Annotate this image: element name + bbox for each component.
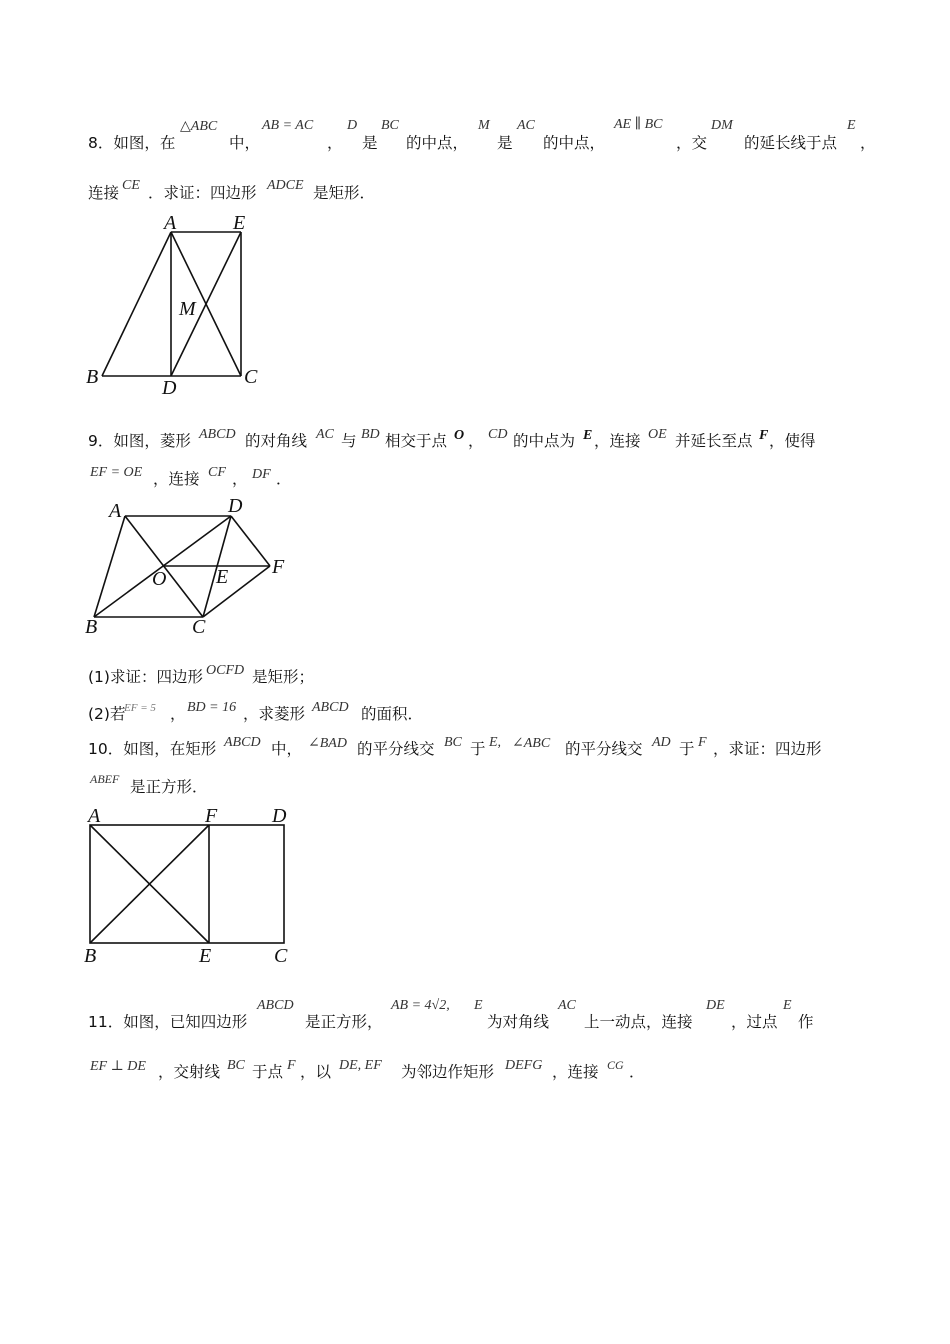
p9-e: E <box>583 428 593 443</box>
p9-label-a: A <box>109 500 122 522</box>
p10-angle-abc: ∠ABC <box>512 736 551 751</box>
p8-extension: 的延长线于点 <box>744 134 838 152</box>
p11-abcd: ABCD <box>257 998 294 1013</box>
p11-moving-point: 上一动点，连接 <box>584 1013 693 1031</box>
p9-connect2: ，连接 <box>153 470 200 488</box>
p8-connect: 连接 <box>88 184 120 202</box>
p10-yu2: 于 <box>679 740 695 758</box>
p8-label-c: C <box>244 366 258 388</box>
p9-sub2-suffix2: 的面积． <box>361 705 424 723</box>
p11-through: ，过点 <box>731 1013 778 1031</box>
p9-ocfd: OCFD <box>206 663 245 678</box>
p10-f: F <box>698 735 707 750</box>
p11-with: ，以 <box>300 1063 332 1081</box>
p9-such-that: ，使得 <box>769 432 816 450</box>
p8-is-rectangle: 是矩形． <box>313 184 376 202</box>
p9-intersect: 相交于点 <box>385 432 448 450</box>
p8-number: 8．如图，在 <box>88 134 176 152</box>
p11-de: DE <box>706 998 725 1013</box>
p8-shi2: 是 <box>497 134 513 152</box>
p10-bisector2: 的平分线交 <box>565 740 643 758</box>
p11-connect: ，连接 <box>552 1063 599 1081</box>
p11-f: F <box>287 1058 296 1073</box>
p9-period: ． <box>276 470 292 488</box>
p9-extend: 并延长至点 <box>675 432 753 450</box>
p8-ac: AC <box>517 118 535 133</box>
p11-bc: BC <box>227 1058 245 1073</box>
p8-bc: BC <box>381 118 399 133</box>
p9-ef-eq-5: EF = 5 <box>124 702 156 714</box>
p9-ac: AC <box>316 427 334 442</box>
p10-label-e: E <box>199 945 212 967</box>
p10-label-d: D <box>272 805 287 827</box>
p8-label-b: B <box>86 366 99 388</box>
p11-ab-eq: AB = 4√2, <box>391 998 450 1013</box>
p10-prove: ，求证：四边形 <box>713 740 822 758</box>
p9-sub2-prefix: (2)若 <box>88 705 126 723</box>
p9-sub1-prefix: (1)求证：四边形 <box>88 668 203 686</box>
p10-label-b: B <box>84 945 97 967</box>
p11-ac: AC <box>558 998 576 1013</box>
p10-abcd: ABCD <box>224 735 261 750</box>
p10-zhong: 中， <box>271 740 303 758</box>
p9-number: 9．如图，菱形 <box>88 432 191 450</box>
p10-number: 10．如图，在矩形 <box>88 740 217 758</box>
p9-midpoint: 的中点为 <box>513 432 576 450</box>
p8-prove: ．求证：四边形 <box>148 184 257 202</box>
p9-label-e: E <box>216 566 229 588</box>
p8-label-d: D <box>162 377 177 399</box>
p8-midpoint1: 的中点， <box>406 134 469 152</box>
p9-label-f: F <box>272 556 285 578</box>
p10-e: E, <box>489 735 502 750</box>
p11-diagonal: 为对角线 <box>487 1013 550 1031</box>
p11-e: E <box>474 998 483 1013</box>
p11-number: 11．如图，已知四边形 <box>88 1013 248 1031</box>
p10-label-c: C <box>274 945 288 967</box>
p9-cf: CF <box>208 465 226 480</box>
p9-f: F <box>759 428 769 443</box>
p10-is-square: 是正方形． <box>130 778 208 796</box>
p9-comma1: ， <box>468 432 484 450</box>
p11-de-ef: DE, EF <box>339 1058 382 1073</box>
p9-sub2-suffix1: ，求菱形 <box>243 705 306 723</box>
p8-comma1: ， <box>327 134 343 152</box>
p8-label-e: E <box>233 212 246 234</box>
p8-ce: CE <box>122 178 140 193</box>
p11-is-square: 是正方形， <box>305 1013 383 1031</box>
p9-connect-oe: ，连接 <box>594 432 641 450</box>
p9-df: DF <box>252 467 271 482</box>
p8-comma-end: ， <box>860 134 876 152</box>
p8-dm: DM <box>711 118 733 133</box>
p8-triangle-abc: △ABC <box>180 119 218 134</box>
p11-e2: E <box>783 998 792 1013</box>
p9-sub1-suffix: 是矩形； <box>252 668 315 686</box>
p11-at-point: 于点 <box>252 1063 284 1081</box>
p8-ae-parallel-bc: AE ∥ BC <box>614 117 663 132</box>
p9-label-b: B <box>85 616 98 638</box>
p8-adce: ADCE <box>267 178 304 193</box>
p8-e: E <box>847 118 856 133</box>
p9-bd: BD <box>361 427 380 442</box>
p11-adjacent: 为邻边作矩形 <box>401 1063 495 1081</box>
p8-ab-eq-ac: AB = AC <box>262 118 314 133</box>
p10-label-a: A <box>88 805 101 827</box>
p10-yu1: 于 <box>470 740 486 758</box>
p10-bc: BC <box>444 735 462 750</box>
p9-ef-eq-oe: EF = OE <box>90 465 143 480</box>
p11-ray: ，交射线 <box>158 1063 221 1081</box>
p9-yu: 与 <box>341 432 357 450</box>
p8-m: M <box>478 118 490 133</box>
p8-shi1: 是 <box>362 134 378 152</box>
p9-comma2: ， <box>232 470 248 488</box>
p9-abcd2: ABCD <box>312 700 349 715</box>
p9-o: O <box>454 428 465 443</box>
p9-comma3: ， <box>170 705 186 723</box>
p11-defg: DEFG <box>505 1058 543 1073</box>
p10-ad: AD <box>652 735 671 750</box>
p11-ef-perp-de: EF ⊥ DE <box>90 1059 146 1074</box>
p9-cd: CD <box>488 427 508 442</box>
p9-abcd: ABCD <box>199 427 236 442</box>
p11-period: ． <box>629 1063 645 1081</box>
p11-cg: CG <box>607 1058 624 1072</box>
p10-abef: ABEF <box>90 772 120 786</box>
p11-zuo: 作 <box>798 1013 814 1031</box>
p9-label-c: C <box>192 616 206 638</box>
p10-label-f: F <box>205 805 218 827</box>
p8-label-m: M <box>179 298 196 320</box>
p9-bd-eq-16: BD = 16 <box>187 700 237 715</box>
p9-label-o: O <box>152 568 167 590</box>
p10-rect-abcd <box>90 825 284 943</box>
p9-label-d: D <box>228 495 243 517</box>
p8-midpoint2: 的中点， <box>543 134 606 152</box>
p8-zhong: 中， <box>229 134 261 152</box>
p10-angle-bad: ∠BAD <box>308 736 347 751</box>
p8-d: D <box>347 118 358 133</box>
p9-diagonals: 的对角线 <box>245 432 308 450</box>
p10-bisector1: 的平分线交 <box>357 740 435 758</box>
p8-label-a: A <box>164 212 177 234</box>
p9-oe: OE <box>648 427 667 442</box>
p8-jiao: ，交 <box>676 134 708 152</box>
